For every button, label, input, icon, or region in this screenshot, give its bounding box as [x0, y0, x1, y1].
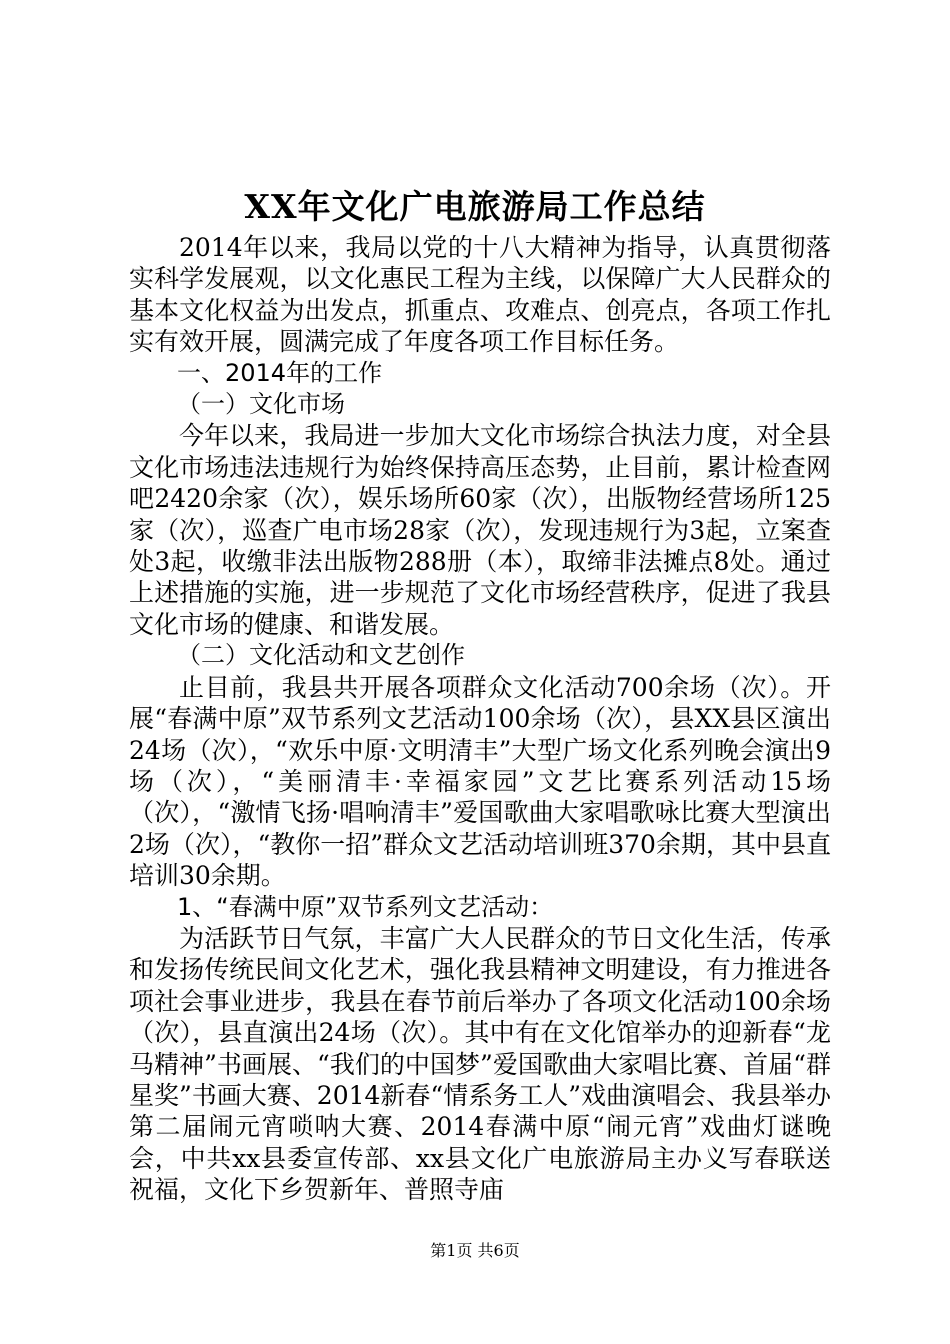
document-body	[129, 232, 831, 1206]
culture-market-paragraph: 今年以来，我局进一步加大文化市场综合执法力度，对全县文化市场违法违规行为始终保持高压态势，止目前，累计检查网吧2420余家（次），娱乐场所60家（次），出版物经营场所125家（次），巡查广电市场28家（次），发现违规行为3起，立案查处3起，收缴非法出版物288册（本），取缔非法摊点8处。通过上述措施的实施，进一步规范了文化市场经营秩序，促进了我县文化市场的健康、和谐发展。	[129, 421, 831, 639]
subsection-heading-culture-market: （一）文化市场	[177, 390, 345, 419]
item-heading-spring-festival: 1、“春满中原”双节系列文艺活动：	[177, 892, 554, 921]
section-heading: 一、2014年的工作	[177, 358, 383, 387]
culture-activities-paragraph: 止目前，我县共开展各项群众文化活动700余场（次）。开展“春满中原”双节系列文艺活动100余场（次），县XX县区演出24场（次），“欢乐中原·文明清丰”大型广场文化系列晚会演出9场（次），“美丽清丰·幸福家园”文艺比赛系列活动15场（次），“激情飞扬·唱响清丰”爱国歌曲大家唱歌咏比赛大型演出2场（次），“教你一招”群众文艺活动培训班370余期，其中县直培训30余期。	[129, 672, 831, 891]
subsection-heading-culture-activities: （二）文化活动和文艺创作	[177, 641, 465, 670]
page-footer: 第1页 共6页	[430, 1241, 520, 1260]
document-title: XX年文化广电旅游局工作总结	[244, 187, 706, 226]
intro-paragraph: 2014年以来，我局以党的十八大精神为指导，认真贯彻落实科学发展观，以文化惠民工程为主线，以保障广大人民群众的基本文化权益为出发点，抓重点、攻难点、创亮点，各项工作扎实有效开展，圆满完成了年度各项工作目标任务。	[129, 233, 831, 357]
spring-festival-paragraph: 为活跃节日气氛，丰富广大人民群众的节日文化生活，传承和发扬传统民间文化艺术，强化我县精神文明建设，有力推进各项社会事业进步，我县在春节前后举办了各项文化活动100余场（次），县直演出24场（次）。其中有在文化馆举办的迎新春“龙马精神”书画展、“我们的中国梦”爱国歌曲大家唱比赛、首届“群星奖”书画大赛、2014新春“情系务工人”戏曲演唱会、我县举办第二届闹元宵唢呐大赛、2014春满中原“闹元宵”戏曲灯谜晚会，中共xx县委宣传部、xx县文化广电旅游局主办义写春联送祝福，文化下乡贺新年、普照寺庙	[129, 923, 831, 1205]
